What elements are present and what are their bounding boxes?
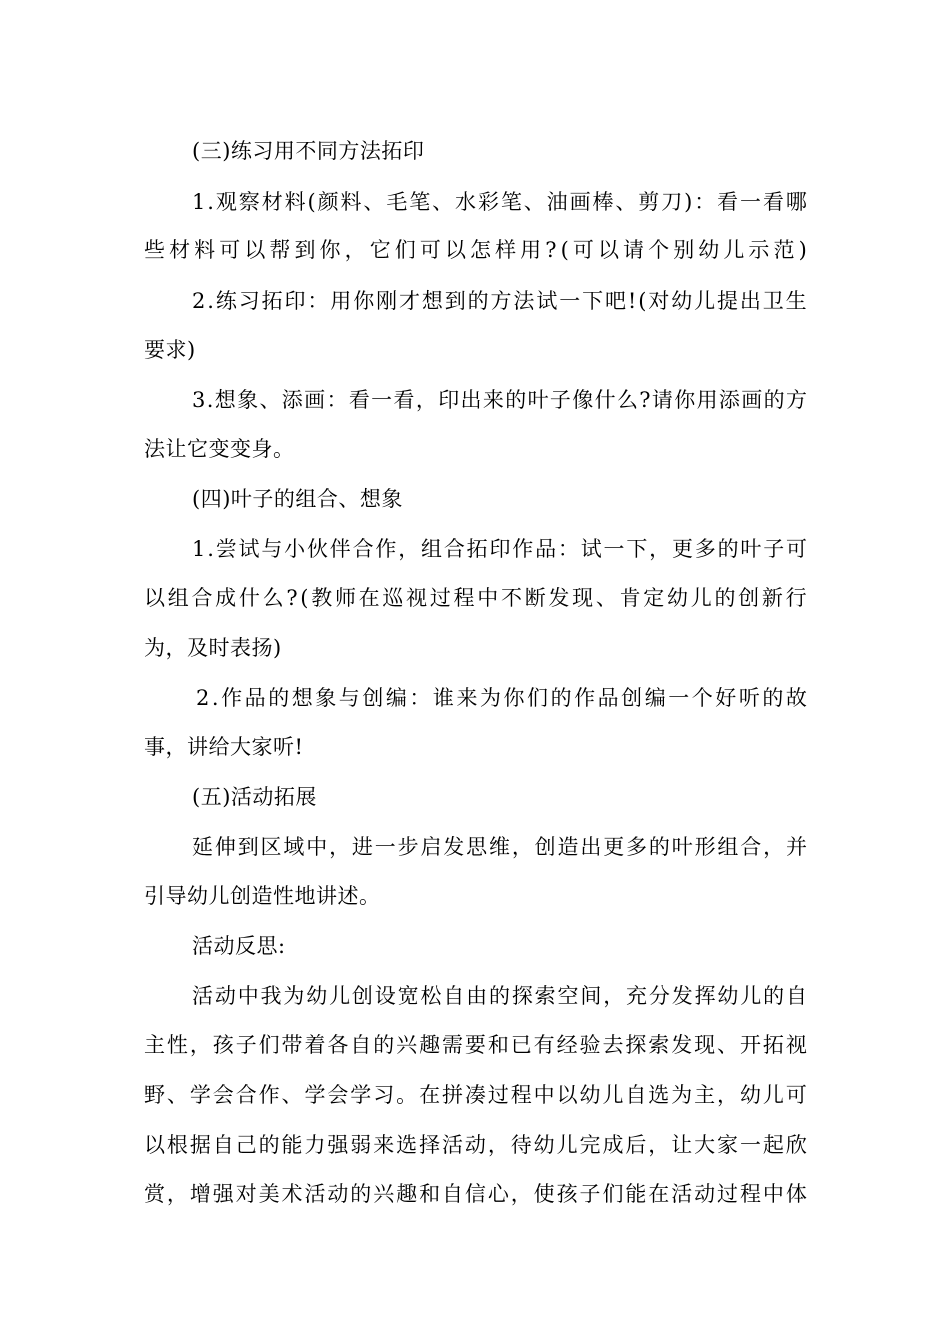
paragraph-line: 1 . 尝 试 与 小 伙 伴 合 作 ， 组 合 拓 印 作 品 ： 试 一 下 ， 更 多 的 叶 子 可 bbox=[192, 537, 807, 561]
paragraph-line: 1 . 观 察 材 料 ( 颜 料 、 毛 笔 、 水 彩 笔 、 油 画 棒 、 剪 刀 ) ： 看 一 看 哪 bbox=[192, 190, 807, 214]
paragraph-line: 2 . 练 习 拓 印 ： 用 你 刚 才 想 到 的 方 法 试 一 下 吧 ! ( 对 幼 儿 提 出 卫 生 bbox=[192, 289, 807, 313]
paragraph-line: 以 组 合 成 什 么 ? ( 教 师 在 巡 视 过 程 中 不 断 发 现 、 肯 定 幼 儿 的 创 新 行 bbox=[144, 586, 807, 610]
paragraph-line: 事，讲给大家听! bbox=[144, 735, 304, 759]
paragraph-line: 延 伸 到 区 域 中 ， 进 一 步 启 发 思 维 ， 创 造 出 更 多 的 叶 形 组 合 ， 并 bbox=[192, 835, 807, 859]
paragraph-line: 为，及时表扬) bbox=[144, 636, 282, 660]
paragraph-line: 法让它变变身。 bbox=[144, 437, 295, 461]
paragraph-line: 些 材 料 可 以 帮 到 你 ， 它 们 可 以 怎 样 用 ? ( 可 以 请 个 别 幼 儿 示 范 ) bbox=[144, 238, 807, 262]
reflection-heading: 活动反思: bbox=[192, 934, 286, 958]
paragraph-line: 活 动 中 我 为 幼 儿 创 设 宽 松 自 由 的 探 索 空 间 ， 充 分 发 挥 幼 儿 的 自 bbox=[192, 984, 807, 1008]
paragraph-line: 3 . 想 象 、 添 画 ： 看 一 看 ， 印 出 来 的 叶 子 像 什 么 ? 请 你 用 添 画 的 方 bbox=[192, 388, 807, 412]
paragraph-line: 引导幼儿创造性地讲述。 bbox=[144, 884, 381, 908]
section-heading-4: (四)叶子的组合、想象 bbox=[192, 487, 403, 511]
paragraph-line: 要求) bbox=[144, 338, 196, 362]
section-heading-3: (三)练习用不同方法拓印 bbox=[192, 139, 425, 163]
paragraph-line: 赏 ， 增 强 对 美 术 活 动 的 兴 趣 和 自 信 心 ， 使 孩 子 们 能 在 活 动 过 程 中 体 bbox=[144, 1182, 807, 1206]
paragraph-line: 主 性 ， 孩 子 们 带 着 各 自 的 兴 趣 需 要 和 已 有 经 验 去 探 索 发 现 、 开 拓 视 bbox=[144, 1033, 807, 1057]
section-heading-5: (五)活动拓展 bbox=[192, 785, 317, 809]
paragraph-line: 野 、 学 会 合 作 、 学 会 学 习 。 在 拼 凑 过 程 中 以 幼 儿 自 选 为 主 ， 幼 儿 可 bbox=[144, 1083, 807, 1107]
paragraph-line: 以 根 据 自 己 的 能 力 强 弱 来 选 择 活 动 ， 待 幼 儿 完 成 后 ， 让 大 家 一 起 欣 bbox=[144, 1133, 807, 1157]
paragraph-line: 2 . 作 品 的 想 象 与 创 编 ： 谁 来 为 你 们 的 作 品 创 编 一 个 好 听 的 故 bbox=[196, 686, 807, 710]
